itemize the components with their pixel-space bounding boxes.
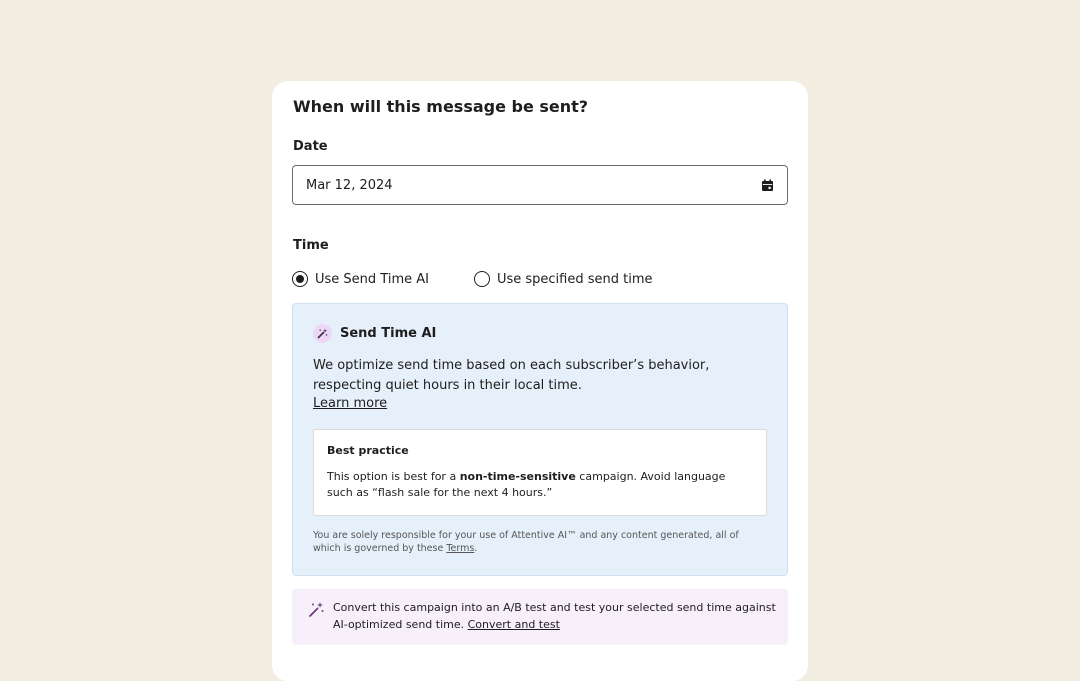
ai-disclaimer: You are solely responsible for your use of Attentive AI™ and any content generated, all of which is governed by these Terms. xyxy=(313,530,739,554)
ab-test-banner xyxy=(292,589,788,645)
learn-more-link[interactable]: Learn more xyxy=(313,396,388,411)
schedule-card xyxy=(272,81,808,681)
best-practice-title: Best practice xyxy=(327,444,409,457)
ab-test-text: Convert this campaign into an A/B test and test your selected send time against AI-optimized send time. Convert and test xyxy=(333,601,776,631)
best-practice-box xyxy=(313,429,767,516)
radio-label: Use Send Time AI xyxy=(315,271,429,287)
ai-panel-title: Send Time AI xyxy=(340,326,437,341)
card-title: When will this message be sent? xyxy=(293,97,589,116)
date-value: Mar 12, 2024 xyxy=(306,177,393,193)
send-time-ai-panel xyxy=(292,303,788,576)
magic-wand-icon xyxy=(313,324,332,343)
radio-selected-icon xyxy=(292,271,308,287)
time-label: Time xyxy=(293,238,329,253)
radio-specified-time[interactable] xyxy=(474,271,653,287)
best-practice-text: This option is best for a non-time-sensitive campaign. Avoid language such as “flash sale for the next 4 hours.” xyxy=(327,470,726,499)
terms-link[interactable]: Terms xyxy=(446,543,475,554)
convert-and-test-link[interactable]: Convert and test xyxy=(467,618,560,631)
radio-send-time-ai[interactable] xyxy=(292,271,429,287)
ai-description: We optimize send time based on each subscriber’s behavior, respecting quiet hours in their local time. xyxy=(313,358,710,393)
date-input[interactable] xyxy=(292,165,788,205)
sparkle-wand-icon xyxy=(308,601,325,622)
best-practice-emphasis: non-time-sensitive xyxy=(459,470,576,483)
time-radio-group xyxy=(292,271,653,287)
radio-unselected-icon xyxy=(474,271,490,287)
calendar-icon[interactable] xyxy=(760,178,774,192)
ai-panel-header xyxy=(313,324,436,343)
date-label: Date xyxy=(293,139,328,154)
radio-label: Use specified send time xyxy=(496,271,653,287)
